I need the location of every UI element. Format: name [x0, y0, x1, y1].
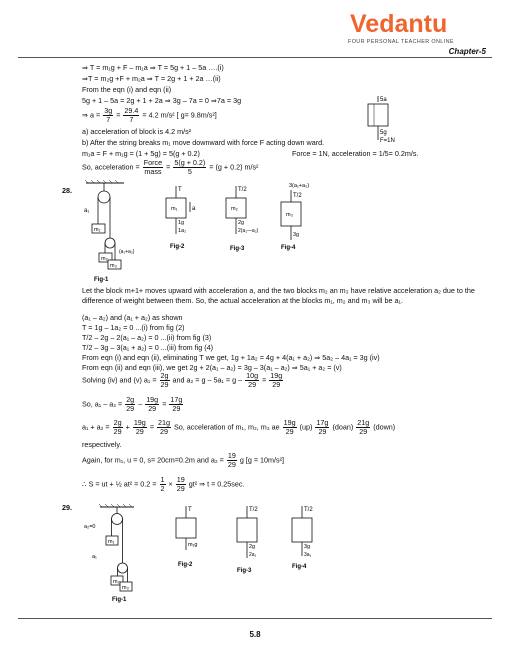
- svg-text:T: T: [188, 507, 192, 513]
- equation-line: T/2 – 3g – 3(a₁ + a₂) = 0 ...(iii) from fig (4): [82, 343, 214, 352]
- question-number: 29.: [62, 503, 72, 512]
- svg-text:Fig-2: Fig-2: [178, 562, 193, 568]
- brand-logo-text: Vedantu: [350, 10, 448, 38]
- svg-text:1g: 1g: [178, 220, 185, 226]
- free-body-fig2: [170, 504, 215, 570]
- svg-text:Fig-4: Fig-4: [281, 245, 296, 251]
- svg-text:m₁: m₁: [171, 206, 178, 212]
- svg-text:Fig-1: Fig-1: [94, 277, 109, 283]
- svg-text:3g: 3g: [304, 544, 311, 550]
- svg-text:Fig-2: Fig-2: [170, 244, 185, 250]
- equation-line: T/2 – 2g – 2(a₁ – a₂) = 0 ...(ii) from fig (3): [82, 333, 212, 342]
- svg-text:T/2: T/2: [304, 507, 313, 513]
- equation-line: From eqn (i) and eqn (ii), eliminating T we get, 1g + 1a₂ = 4g + 4(a₁ + a₂) ⇒ 5a₂ – 4a₁ = 3g (iv): [82, 353, 380, 362]
- pulley-system-fig1: [82, 504, 152, 604]
- svg-text:m₃: m₃: [110, 263, 117, 269]
- question-number: 28.: [62, 186, 72, 195]
- svg-text:2g: 2g: [238, 220, 245, 226]
- svg-text:3a₁: 3a₁: [304, 552, 312, 558]
- svg-text:3(a₁+a₂): 3(a₁+a₂): [289, 183, 310, 189]
- svg-text:a₁: a₁: [84, 208, 90, 214]
- svg-text:F=1N: F=1N: [380, 138, 395, 144]
- vedantu-logo: [342, 6, 492, 46]
- brand-tagline: FOUR PERSONAL TEACHER ONLINE: [348, 39, 454, 45]
- svg-text:T: T: [178, 187, 182, 193]
- svg-text:m₁: m₁: [108, 539, 115, 545]
- free-body-fig4: [288, 504, 333, 576]
- svg-text:(a₁+a₂): (a₁+a₂): [119, 249, 135, 255]
- footer-rule: [18, 618, 492, 619]
- equation-line: From eqn (ii) and eqn (iii), we get 2g + 2(a₁ – a₂) = 3g – 3(a₁ – a₂) ⇒ 5a₁ + a₂ = (v): [82, 363, 342, 372]
- header-rule: [18, 57, 492, 58]
- svg-text:m₃: m₃: [122, 585, 129, 591]
- equation-line: ⇒T = m₂g +F + m₂a ⇒ T = 2g + 1 + 2a …(ii): [82, 74, 221, 83]
- svg-text:Fig-1: Fig-1: [112, 597, 127, 603]
- svg-text:Fig-4: Fig-4: [292, 564, 307, 570]
- svg-text:T/2: T/2: [238, 187, 247, 193]
- svg-text:5a: 5a: [380, 97, 387, 103]
- svg-text:m₂: m₂: [101, 256, 108, 262]
- svg-text:a: a: [192, 206, 196, 212]
- text-line: From the eqn (i) and eqn (ii): [82, 85, 172, 94]
- free-body-fig3: [222, 184, 272, 256]
- equation-line: ⇒ T = m₁g + F – m₁a ⇒ T = 5g + 1 – 5a ….(i): [82, 63, 224, 72]
- svg-text:a₁: a₁: [92, 554, 97, 560]
- svg-text:m₂: m₂: [113, 579, 120, 585]
- equation-line: ⇒ a = $\frac{3g}{7}$ = $\frac{29.4}{7}$ = 4.2 m/s² [ g= 9.8m/s²]: [82, 106, 217, 124]
- equation-line: ∴ S = ut + ½ at² = 0.2 = $\frac{1}{2}$ × $\frac{19}{29}$ gt² ⇒ t = 0.25sec.: [82, 475, 245, 493]
- equation-line: Solving (iv) and (v) a₁ = $\frac{2g}{29}$ and a₂ = g – 5a₁ = g – $\frac{10g}{29}$ = $\frac{19g}{29}$: [82, 371, 283, 389]
- text-line: (a₁ – a₂) and (a₁ + a₂) as shown: [82, 313, 183, 322]
- equation-line: Force = 1N, acceleration = 1/5= 0.2m/s.: [292, 149, 419, 158]
- svg-text:2a₁: 2a₁: [249, 552, 257, 558]
- svg-text:T/2: T/2: [249, 507, 258, 513]
- svg-text:Fig-3: Fig-3: [237, 568, 252, 574]
- svg-text:m₂: m₂: [231, 206, 238, 212]
- pulley-system-fig1: [80, 180, 155, 284]
- svg-text:2g: 2g: [249, 544, 256, 550]
- svg-text:Fig-3: Fig-3: [230, 246, 245, 252]
- svg-text:T/2: T/2: [293, 193, 302, 199]
- free-body-fig3: [233, 504, 278, 576]
- equation-line: So, acceleration = $\frac{\text{Force}}{\text{mass}}$ = $\frac{5(g + 0.2)}{5}$ = (g + 0.2) m/s²: [82, 158, 259, 176]
- block-force-diagram: [360, 94, 420, 154]
- equation-line: T = 1g – 1a₂ = 0 ...(i) from fig (2): [82, 323, 185, 332]
- text-line: b) After the string breaks m₁ move downward with force F acting down ward.: [82, 138, 325, 147]
- svg-text:2(a₁—a₂): 2(a₁—a₂): [238, 228, 259, 234]
- paragraph: Let the block m+1+ moves upward with acceleration a, and the two blocks m₂ an m₃ have relative acceleration a₂ due to the difference of weight between them. So, the actual acceleration at the blocks m₁, m₂ and m₃ will be a₁.: [82, 286, 475, 305]
- free-body-fig2: [160, 184, 200, 254]
- chapter-label: Chapter-5: [448, 47, 486, 56]
- equation-line: m₁a = F + m₁g = (1 + 5g) = 5(g + 0.2): [82, 149, 200, 158]
- svg-text:m₃: m₃: [286, 212, 293, 218]
- equation-line: a₁ + a₂ = $\frac{2g}{29}$ + $\frac{19g}{29}$ = $\frac{21g}{29}$ So, acceleration of m₁, m₂, m₃ ae $\frac{19g}{29}$ (up) $\frac{17g}{29}$ (doan) $\frac{21g}{29}$ (down): [82, 418, 396, 436]
- svg-text:3g: 3g: [293, 232, 300, 238]
- page-number: 5.8: [249, 630, 261, 639]
- svg-text:1a₁: 1a₁: [178, 228, 186, 234]
- svg-text:m₁: m₁: [94, 227, 101, 233]
- free-body-fig4: [277, 180, 332, 252]
- svg-text:5g: 5g: [380, 130, 387, 136]
- text-line: a) acceleration of block is 4.2 m/s²: [82, 127, 192, 136]
- equation-line: 5g + 1 – 5a = 2g + 1 + 2a ⇒ 3g – 7a = 0 ⇒7a = 3g: [82, 96, 242, 105]
- equation-line: So, a₁ – a₂ = $\frac{2g}{29}$ – $\frac{19g}{29}$ = $\frac{17g}{29}$: [82, 395, 183, 413]
- svg-text:a₂=0: a₂=0: [84, 524, 96, 530]
- svg-text:m₁g: m₁g: [188, 542, 198, 548]
- text-line: respectively.: [82, 440, 122, 449]
- equation-line: Again, for m₁, u = 0, s= 20cm=0.2m and a₂ = $\frac{19}{29}$ g [g = 10m/s²]: [82, 451, 285, 469]
